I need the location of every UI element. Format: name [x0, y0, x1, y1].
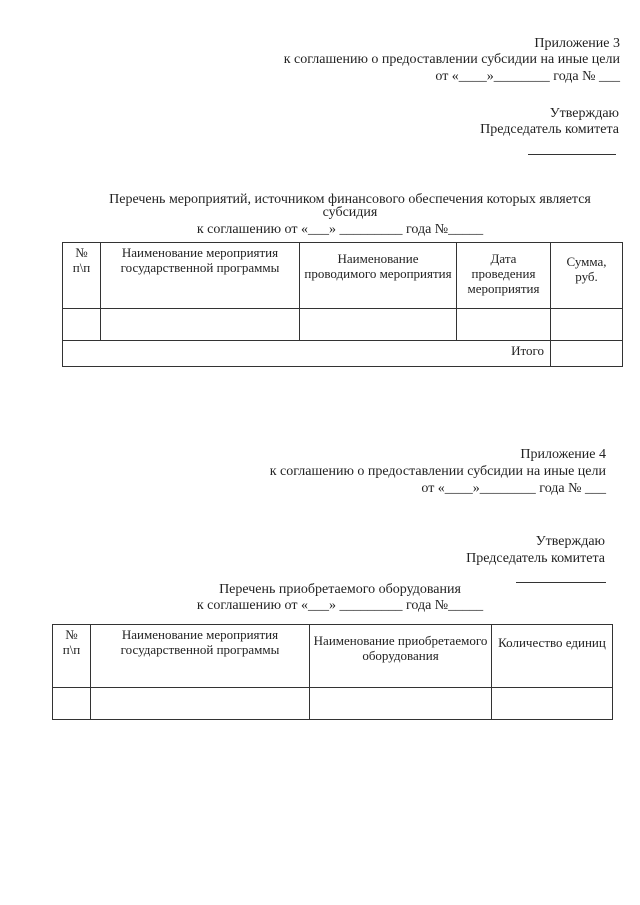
- annex3-signature-line: [528, 154, 616, 155]
- annex4-approver-title: Председатель комитета: [466, 551, 605, 566]
- col-number-header: № п\п: [63, 243, 101, 309]
- annex4-title: Приложение 4: [520, 447, 606, 462]
- table-header-row: [63, 243, 623, 309]
- col-equipment-header: Наименование приобретаемого оборудования: [310, 625, 492, 688]
- table-row: [53, 688, 613, 720]
- annex3-approve-label: Утверждаю: [549, 106, 619, 121]
- col-event-header: Наименование проводимого мероприятия: [300, 243, 457, 309]
- table-cell: [492, 688, 613, 720]
- annex3-heading-line1: Перечень мероприятий, источником финансового обеспечения которых является: [109, 192, 591, 207]
- annex3-title: Приложение 3: [534, 36, 620, 51]
- col-sum-header: Сумма, руб.: [551, 243, 623, 309]
- annex3-heading-line3: к соглашению от «___» _________ года №_____: [196, 222, 484, 237]
- annex3-agreement-ref: к соглашению о предоставлении субсидии на иные цели: [283, 52, 620, 67]
- col-program-event-header: Наименование мероприятия государственной программы: [91, 625, 310, 688]
- table-cell: [91, 688, 310, 720]
- total-value-cell: [551, 341, 623, 367]
- table-cell: [63, 309, 101, 341]
- annex4-equipment-table: [52, 624, 613, 720]
- annex3-agreement-date: от «____»________ года № ___: [435, 69, 620, 84]
- table-header-row: [53, 625, 613, 688]
- table-cell: [310, 688, 492, 720]
- annex3-events-table: [62, 242, 623, 367]
- annex4-agreement-date: от «____»________ года № ___: [421, 481, 606, 496]
- col-number-header: № п\п: [53, 625, 91, 688]
- table-cell: [101, 309, 300, 341]
- total-label: Итого: [63, 341, 551, 367]
- annex4-heading-line1: Перечень приобретаемого оборудования: [219, 582, 461, 597]
- annex3-heading-line2: субсидия: [322, 205, 378, 220]
- col-date-header: Дата проведения мероприятия: [457, 243, 551, 309]
- col-program-event-header: Наименование мероприятия государственной программы: [101, 243, 300, 309]
- table-cell: [551, 309, 623, 341]
- table-cell: [457, 309, 551, 341]
- col-quantity-header: Количество единиц: [492, 625, 613, 688]
- annex3-approver-title: Председатель комитета: [480, 122, 619, 137]
- table-cell: [300, 309, 457, 341]
- table-row: [63, 309, 623, 341]
- annex4-heading-line2: к соглашению от «___» _________ года №_____: [196, 598, 484, 613]
- annex4-agreement-ref: к соглашению о предоставлении субсидии на иные цели: [269, 464, 606, 479]
- table-cell: [53, 688, 91, 720]
- annex4-approve-label: Утверждаю: [535, 534, 605, 549]
- table-total-row: [63, 341, 623, 367]
